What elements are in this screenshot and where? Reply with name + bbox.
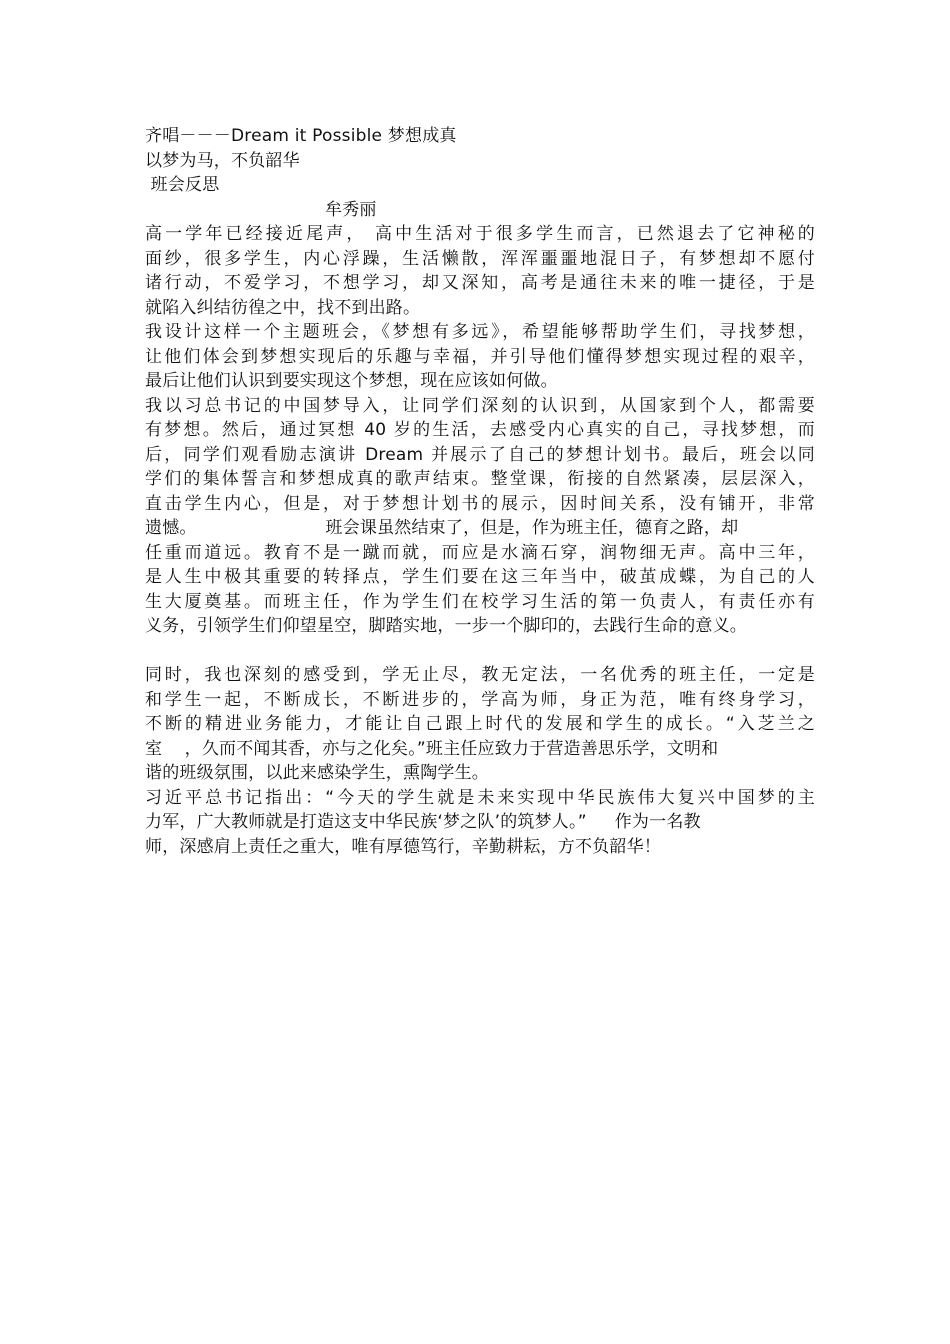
paragraph-1-line: 面纱，很多学生，内心浮躁，生活懒散，浑浑噩噩地混日子，有梦想却不愿付 xyxy=(145,248,815,269)
paragraph-5-line: 习近平总书记指出：“今天的学生就是未来实现中华民族伟大复兴中国梦的主 xyxy=(145,787,815,808)
paragraph-4-line: 室 ，久而不闻其香，亦与之化矣。”班主任应致力于营造善思乐学，文明和 xyxy=(145,738,719,759)
theme-line: 以梦为马，不负韶华 xyxy=(145,150,300,171)
paragraph-3-line: 学们的集体誓言和梦想成真的歌声结束。整堂课，衔接的自然紧凑，层层深入， xyxy=(145,469,815,489)
paragraph-5-line: 力军，广大教师就是打造这支中华民族‘梦之队’的筑梦人。” 作为一名教 xyxy=(145,812,701,832)
paragraph-3-line: 后，同学们观看励志演讲 Dream 并展示了自己的梦想计划书。最后，班会以同 xyxy=(145,444,815,465)
paragraph-3-line: 生大厦奠基。而班主任，作为学生们在校学习生活的第一负责人，有责任亦有 xyxy=(145,591,815,612)
paragraph-1-line: 高一学年已经接近尾声， 高中生活对于很多学生而言，已然退去了它神秘的 xyxy=(145,224,815,244)
paragraph-4-line: 谐的班级氛围，以此来感染学生，熏陶学生。 xyxy=(145,763,489,783)
paragraph-4-line: 不断的精进业务能力，才能让自己跟上时代的发展和学生的成长。“入芝兰之 xyxy=(145,714,815,734)
document-body xyxy=(145,124,815,859)
paragraph-4-line: 和学生一起，不断成长，不断进步的，学高为师，身正为范，唯有终身学习， xyxy=(145,689,815,710)
paragraph-3-line: 直击学生内心，但是，对于梦想计划书的展示，因时间关系，没有铺开，非常 xyxy=(145,493,815,514)
reflection-heading: 班会反思 xyxy=(145,175,220,195)
paragraph-1-line: 就陷入纠结彷徨之中，找不到出路。 xyxy=(145,297,421,318)
paragraph-4-line: 同时，我也深刻的感受到，学无止尽，教无定法，一名优秀的班主任，一定是 xyxy=(145,665,815,685)
song-title-line: 齐唱－－－Dream it Possible 梦想成真 xyxy=(145,126,457,146)
paragraph-3-line: 我以习总书记的中国梦导入，让同学们深刻的认识到，从国家到个人，都需要 xyxy=(145,395,815,416)
paragraph-2-line: 最后让他们认识到要实现这个梦想，现在应该如何做。 xyxy=(145,371,558,391)
paragraph-1-line: 诸行动，不爱学习，不想学习，却又深知，高考是通往未来的唯一捷径，于是 xyxy=(145,273,815,293)
paragraph-5-line: 师，深感肩上责任之重大，唯有厚德笃行，辛勤耕耘，方不负韶华！ xyxy=(145,836,661,857)
paragraph-3-line: 任重而道远。教育不是一蹴而就，而应是水滴石穿，润物细无声。高中三年， xyxy=(145,542,815,563)
paragraph-2-line: 让他们体会到梦想实现后的乐趣与幸福，并引导他们懂得梦想实现过程的艰辛， xyxy=(145,346,815,367)
paragraph-3-line: 有梦想。然后，通过冥想 40 岁的生活，去感受内心真实的自己，寻找梦想，而 xyxy=(145,420,815,440)
paragraph-3-line: 义务，引领学生们仰望星空，脚踏实地，一步一个脚印的，去践行生命的意义。 xyxy=(145,616,747,636)
paragraph-2-line: 我设计这样一个主题班会，《梦想有多远》，希望能够帮助学生们，寻找梦想， xyxy=(145,322,815,342)
author-name: 牟秀丽 xyxy=(325,199,377,220)
paragraph-3-line: 是人生中极其重要的转择点，学生们要在这三年当中，破茧成蝶，为自己的人 xyxy=(145,567,815,587)
paragraph-spacer xyxy=(145,639,815,664)
paragraph-3-line: 遗憾。 班会课虽然结束了，但是，作为班主任，德育之路，却 xyxy=(145,518,739,538)
